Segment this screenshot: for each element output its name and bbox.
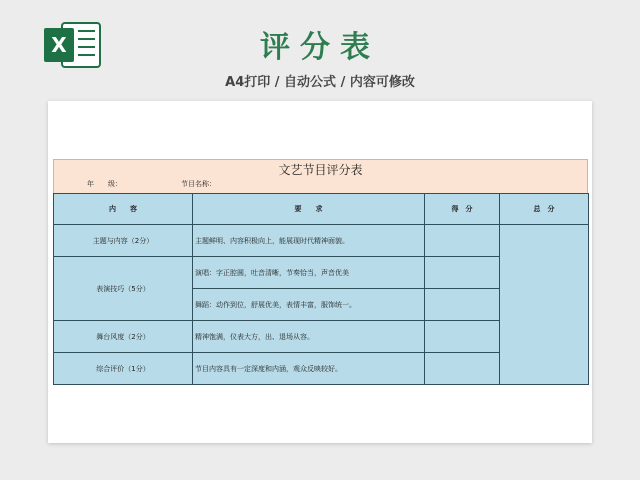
grade-label: 年 级： — [87, 180, 122, 188]
content-cell[interactable]: 综合评价（1分） — [54, 353, 193, 385]
score-cell[interactable] — [425, 225, 500, 257]
requirement-cell[interactable]: 演唱：字正腔圆，吐音清晰，节奏恰当，声音优美 — [193, 257, 425, 289]
sheet-header — [53, 159, 588, 193]
table-header-row — [54, 194, 589, 225]
content-cell[interactable]: 舞台风度（2分） — [54, 321, 193, 353]
col-header-content: 内 容 — [54, 194, 193, 225]
program-name-label: 节目名称： — [181, 180, 216, 188]
col-header-total: 总 分 — [500, 194, 589, 225]
content-cell[interactable]: 主题与内容（2分） — [54, 225, 193, 257]
col-header-requirements: 要 求 — [193, 194, 425, 225]
requirement-cell[interactable]: 舞蹈：动作到位，舒展优美，表情丰富，服饰统一。 — [193, 289, 425, 321]
content-cell[interactable]: 表演技巧（5分） — [54, 257, 193, 321]
score-table — [53, 193, 589, 385]
requirement-cell[interactable]: 节目内容具有一定深度和内涵，观众反映较好。 — [193, 353, 425, 385]
col-header-score: 得 分 — [425, 194, 500, 225]
score-sheet — [53, 159, 588, 385]
requirement-cell[interactable]: 主题鲜明、内容积极向上，能展现时代精神面貌。 — [193, 225, 425, 257]
requirement-cell[interactable]: 精神饱满，仪表大方，出、退场从容。 — [193, 321, 425, 353]
score-cell[interactable] — [425, 353, 500, 385]
logo-letter: X — [51, 33, 67, 57]
table-row — [54, 225, 589, 257]
page-title: 评分表 — [260, 30, 380, 65]
a4-paper-preview — [48, 101, 592, 443]
score-cell[interactable] — [425, 257, 500, 289]
score-cell[interactable] — [425, 321, 500, 353]
score-cell[interactable] — [425, 289, 500, 321]
page-subtitle: A4打印 / 自动公式 / 内容可修改 — [225, 75, 415, 90]
total-score-cell[interactable] — [500, 225, 589, 385]
sheet-title: 文艺节目评分表 — [278, 163, 363, 177]
